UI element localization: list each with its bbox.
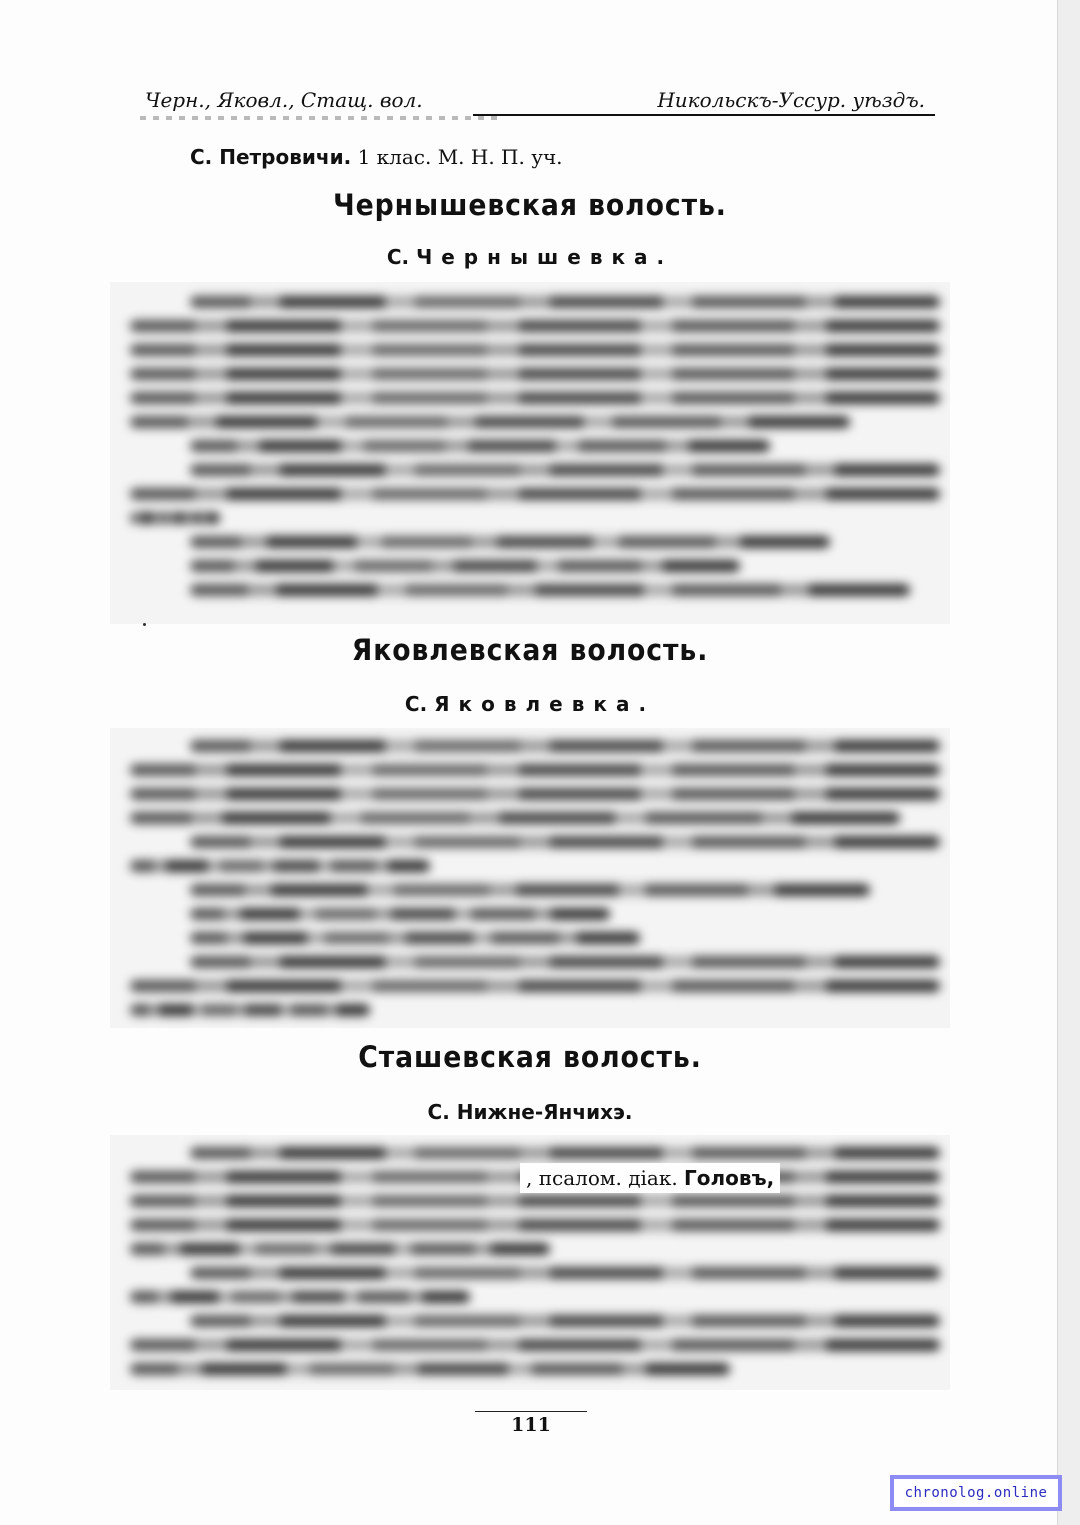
village-name: Нижне-Янчихэ. [456, 1100, 633, 1124]
redacted-text-block-2 [110, 728, 950, 1028]
header-dotted-rule [140, 116, 500, 120]
first-entry [190, 145, 563, 169]
village-petrovichi: С. Петровичи. [190, 145, 352, 169]
village-name: Чернышевка. [416, 245, 674, 269]
volost-heading-chernyshevskaya: Чернышевская волость. [333, 188, 727, 222]
volost-heading-yakovlevskaya: Яковлевская волость. [351, 633, 709, 667]
village-name: Яковлевка. [434, 692, 656, 716]
running-head-left: Черн., Яковл., Стащ. вол. [145, 88, 423, 112]
village-heading-yakovlevka [0, 692, 1060, 716]
page-edge [1057, 0, 1080, 1525]
village-prefix: С. [404, 692, 428, 716]
village-prefix: С. [427, 1100, 450, 1124]
fragment-name: Головъ, [684, 1166, 775, 1190]
school-note: 1 клас. М. Н. П. уч. [357, 145, 563, 169]
watermark-text: chronolog.online [894, 1479, 1058, 1507]
redacted-text-block-1 [110, 282, 950, 624]
running-head [145, 88, 935, 116]
fragment-text: , псалом. діак. [526, 1166, 678, 1190]
page-number: 111 [511, 1414, 551, 1436]
village-prefix: С. [386, 245, 410, 269]
visible-text-fragment [520, 1163, 780, 1193]
volost-heading-stashevskaya: Сташевская волость. [358, 1040, 702, 1074]
running-head-rule [473, 114, 935, 116]
watermark-link[interactable] [890, 1475, 1062, 1511]
ink-speck [143, 623, 146, 626]
village-heading-nizhne-yanchikhe [0, 1100, 1060, 1124]
village-heading-chernyshevka [0, 245, 1060, 269]
footer-rule [475, 1411, 587, 1412]
running-head-right: Никольскъ-Уссур. уѣздъ. [657, 88, 925, 112]
